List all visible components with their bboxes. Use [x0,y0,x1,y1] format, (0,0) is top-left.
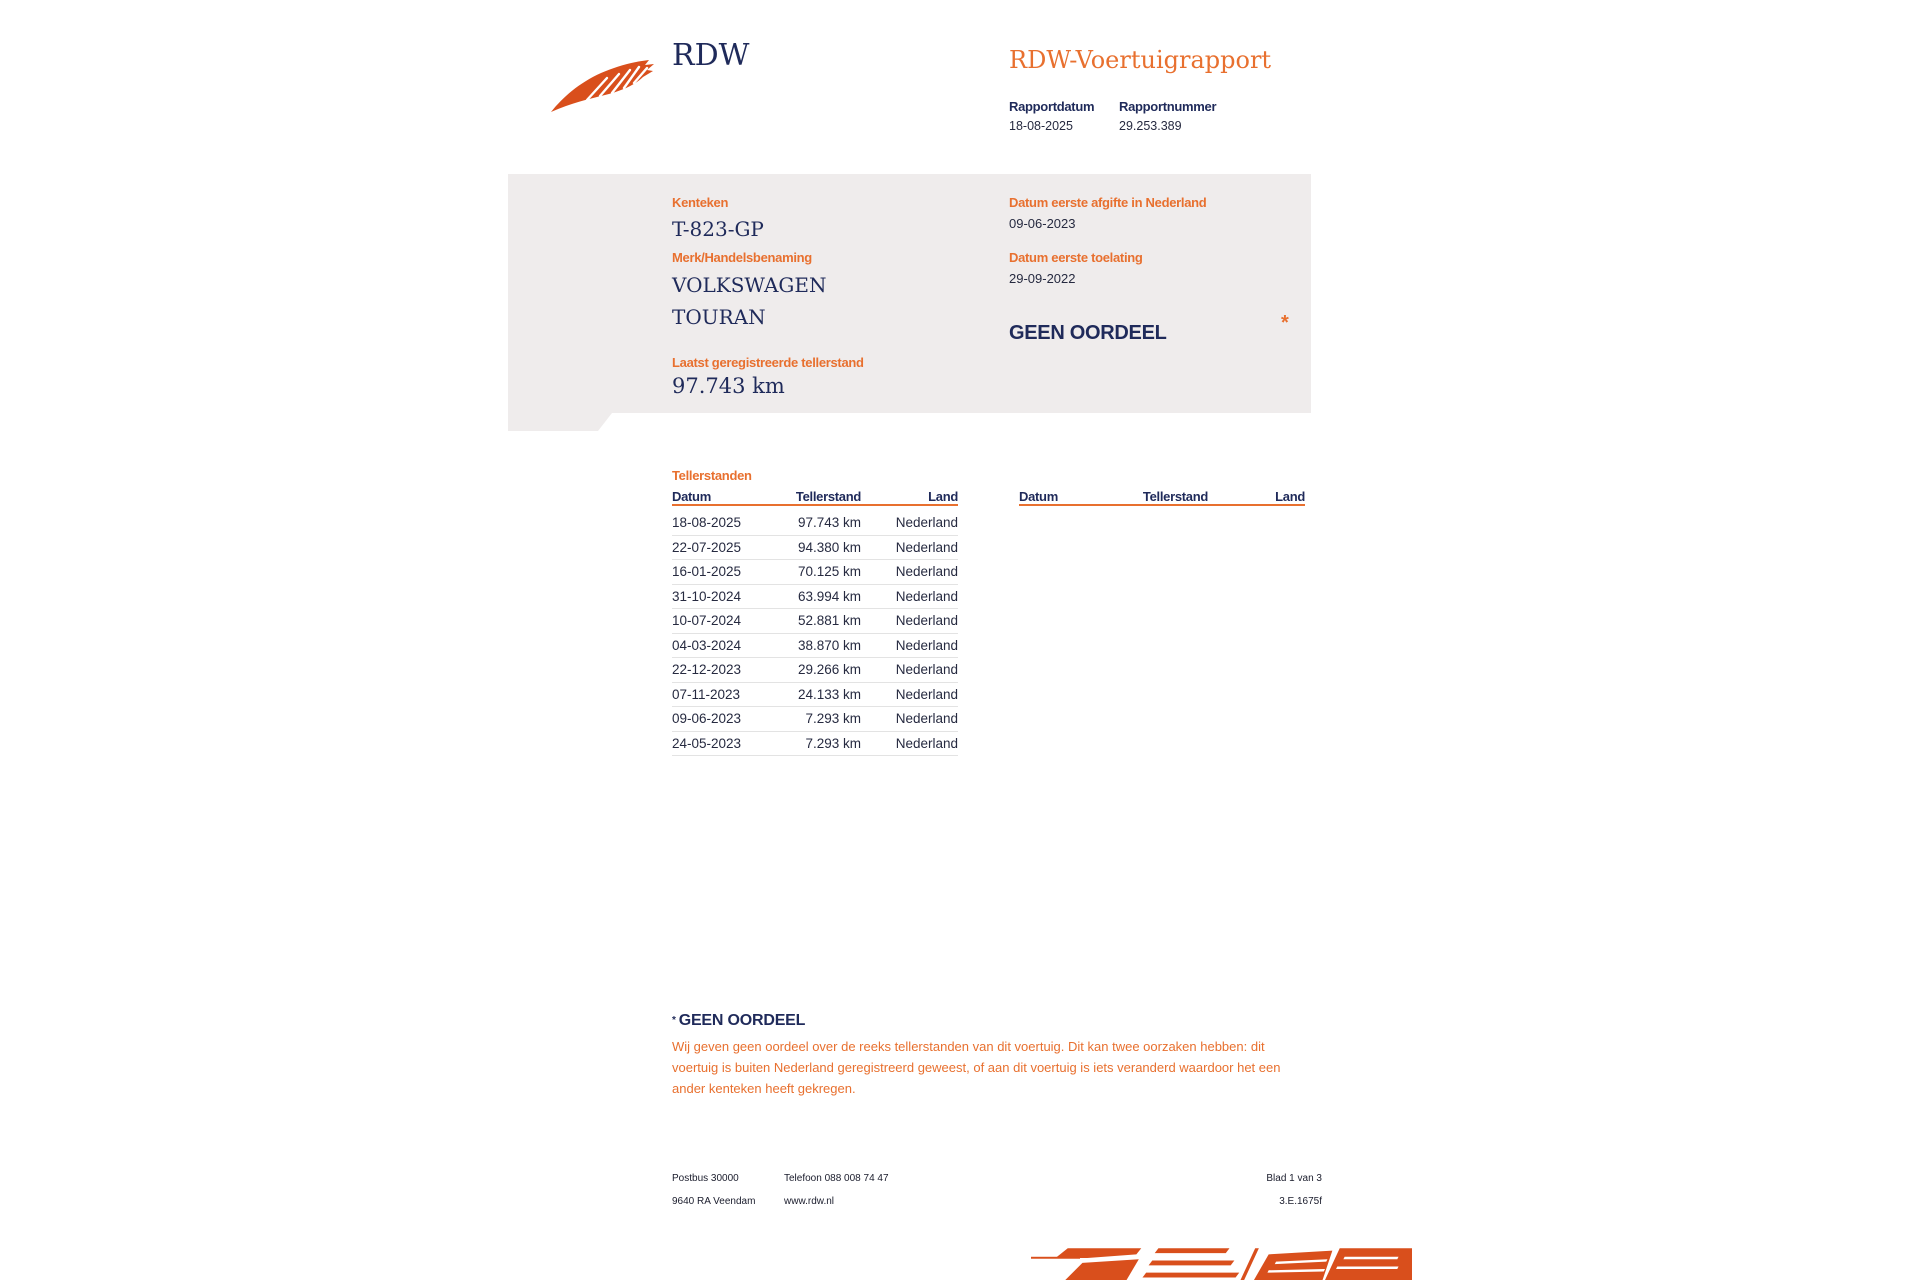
verdict-text: GEEN OORDEEL [1009,322,1167,344]
cell-land: Nederland [895,662,958,677]
cell-tellerstand: 97.743 km [797,515,861,530]
cell-datum: 24-05-2023 [672,735,742,751]
first-issue-nl-value: 09-06-2023 [1009,216,1076,231]
table-row [672,609,958,634]
footer-postbus: Postbus 30000 [672,1173,739,1184]
report-title: RDW-Voertuigrapport [1009,46,1272,74]
model-value: TOURAN [672,305,766,329]
plate-value: T-823-GP [672,217,764,241]
report-date-label: Rapportdatum [1009,99,1095,114]
table-row [672,732,958,757]
column-header-land: Land [1275,489,1305,504]
column-header-tellerstand: Tellerstand [795,489,861,504]
make-value: VOLKSWAGEN [672,273,827,297]
cell-datum: 31-10-2024 [672,588,742,604]
column-header-tellerstand: Tellerstand [1142,489,1208,504]
cell-land: Nederland [895,711,958,726]
cell-datum: 18-08-2025 [672,515,742,530]
footer-address: 9640 RA Veendam [672,1196,756,1207]
cell-datum: 07-11-2023 [672,686,741,702]
column-header-datum: Datum [1019,489,1058,504]
footnote-body [672,1036,1322,1099]
first-admission-value: 29-09-2022 [1009,271,1076,286]
cell-land: Nederland [895,613,958,628]
table-header [1019,489,1305,506]
brand-name: RDW [672,38,750,73]
footer-phone: Telefoon 088 008 74 47 [784,1173,889,1184]
odometer-label: Laatst geregistreerde tellerstand [672,355,864,370]
footer-page-number: Blad 1 van 3 [1266,1173,1322,1184]
table-row [672,634,958,659]
verdict-footnote-marker: * [1281,312,1289,334]
cell-tellerstand: 70.125 km [797,564,861,579]
cell-tellerstand: 7.293 km [805,711,861,726]
footer-website: www.rdw.nl [784,1196,835,1207]
footnote-title-text: GEEN OORDEEL [678,1012,806,1029]
table-row [672,707,958,732]
readings-table-right [1019,489,1305,511]
footnote-title [672,1011,805,1031]
rdw-stripes-graphic [1031,1247,1412,1280]
cell-tellerstand: 52.881 km [797,613,861,628]
footnote-line: ander kenteken heeft gekregen. [672,1081,856,1096]
table-row [672,585,958,610]
table-row [672,536,958,561]
make-label: Merk/Handelsbenaming [672,250,812,265]
vehicle-summary-panel [508,174,1311,431]
cell-land: Nederland [895,588,958,604]
column-header-land: Land [928,489,958,504]
column-header-datum: Datum [672,489,711,504]
cell-tellerstand: 7.293 km [805,735,861,751]
cell-land: Nederland [895,515,958,530]
cell-datum: 04-03-2024 [672,637,742,653]
cell-land: Nederland [895,539,958,555]
table-row [672,511,958,536]
rdw-feather-logo-icon [549,59,655,113]
report-number: 29.253.389 [1119,119,1182,133]
table-row [672,658,958,683]
cell-datum: 16-01-2025 [672,564,742,579]
table-row [672,560,958,585]
cell-tellerstand: 29.266 km [797,662,861,677]
cell-land: Nederland [895,735,958,751]
cell-datum: 22-07-2025 [672,539,742,555]
footnote-line: Wij geven geen oordeel over de reeks tellerstanden van dit voertuig. Dit kan twee oorzaken hebben: dit [672,1039,1265,1054]
cell-land: Nederland [895,564,958,579]
cell-tellerstand: 94.380 km [797,539,861,555]
plate-label: Kenteken [672,195,729,210]
cell-land: Nederland [895,637,958,653]
cell-datum: 22-12-2023 [672,662,742,677]
cell-tellerstand: 63.994 km [797,588,861,604]
readings-title: Tellerstanden [672,468,752,483]
cell-tellerstand: 38.870 km [797,637,861,653]
table-row [672,683,958,708]
footer-doc-code: 3.E.1675f [1279,1196,1322,1207]
cell-land: Nederland [895,686,958,702]
cell-datum: 09-06-2023 [672,711,742,726]
cell-tellerstand: 24.133 km [797,686,861,702]
odometer-value: 97.743 km [672,374,785,398]
table-body [672,511,958,756]
cell-datum: 10-07-2024 [672,613,742,628]
footnote-marker: * [672,1015,676,1026]
first-admission-label: Datum eerste toelating [1009,250,1143,265]
footnote-line: voertuig is buiten Nederland geregistreerd geweest, of aan dit voertuig is iets veranderd waardoor het een [672,1060,1281,1075]
first-issue-nl-label: Datum eerste afgifte in Nederland [1009,195,1207,210]
readings-table-left [672,489,958,756]
report-number-label: Rapportnummer [1119,99,1217,114]
report-date: 18-08-2025 [1009,119,1073,133]
table-header [672,489,958,506]
